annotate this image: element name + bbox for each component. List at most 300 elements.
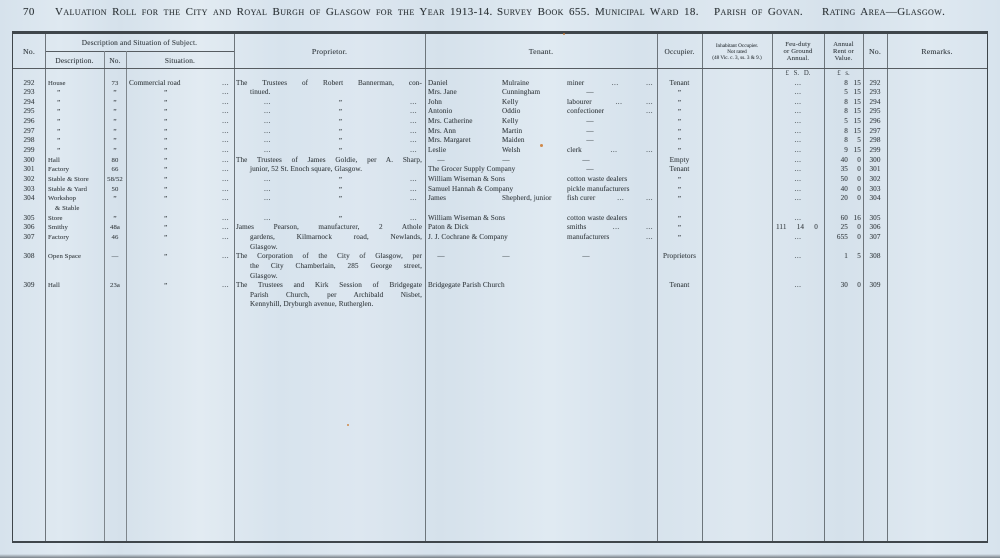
occupation-text: labourer bbox=[567, 97, 592, 106]
header-sub-divider bbox=[45, 51, 234, 52]
rating-area-label: Rating Area—Glasgow. bbox=[822, 6, 946, 18]
cell-annual-rent bbox=[824, 79, 863, 89]
cell-record-no: 301 bbox=[23, 165, 35, 174]
header-no-left: No. bbox=[22, 47, 36, 56]
ditto-mark: ” bbox=[57, 146, 61, 156]
ditto-mark: ” bbox=[677, 232, 682, 242]
cell-proprietor-ditto bbox=[234, 146, 425, 156]
cell-proprietor: tinued. bbox=[250, 88, 271, 97]
ditto-mark: ” bbox=[338, 107, 343, 117]
cell-street-no: 66 bbox=[111, 166, 119, 174]
page-bottom-shadow bbox=[0, 554, 1000, 558]
rent-pounds: 5 bbox=[844, 88, 848, 97]
cell-annual-rent bbox=[824, 175, 863, 185]
dots: ... bbox=[410, 126, 417, 135]
cell-description: Workshop bbox=[48, 195, 77, 203]
document-title: Valuation Roll for the City and Royal Burgh of Glasgow for the Year 1913-14. bbox=[55, 6, 493, 18]
ditto-mark: ” bbox=[338, 175, 343, 184]
cell-record-no-right: 307 bbox=[869, 232, 881, 241]
cell-annual-rent bbox=[824, 88, 863, 98]
cell-description: Smithy bbox=[48, 224, 68, 232]
rent-shillings: 0 bbox=[857, 232, 861, 241]
cell-proprietor-ditto bbox=[234, 136, 425, 146]
cell-street-no: 46 bbox=[111, 233, 119, 241]
cell-annual-rent bbox=[824, 252, 863, 262]
header-situation: Situation. bbox=[164, 55, 196, 65]
situation-dots: ... bbox=[222, 194, 229, 203]
cell-tenant-occupation: — bbox=[586, 136, 594, 145]
cell-feu-duty: ... bbox=[794, 146, 802, 155]
cell-tenant-occupation: — bbox=[582, 155, 590, 164]
ditto-mark: ” bbox=[338, 213, 343, 223]
cell-tenant-forename: — bbox=[437, 155, 445, 164]
cell-tenant-occupation bbox=[567, 223, 655, 233]
rent-pounds: 9 bbox=[844, 146, 848, 155]
dots: ... bbox=[410, 136, 417, 145]
cell-description: Factory bbox=[48, 166, 70, 174]
cell-feu-duty: ... bbox=[794, 117, 802, 126]
page-number: 70 bbox=[23, 6, 35, 18]
dots: ... bbox=[264, 117, 271, 126]
cell-record-no-right: 300 bbox=[869, 155, 881, 164]
header-rent-line3: Value. bbox=[834, 55, 853, 63]
cell-feu-duty: ... bbox=[794, 155, 802, 164]
rent-pounds: 60 bbox=[840, 213, 848, 222]
cell-feu-duty: ... bbox=[794, 126, 802, 135]
header-feu-duty bbox=[772, 34, 824, 69]
cell-record-no: 292 bbox=[23, 78, 35, 87]
ditto-mark: ” bbox=[164, 155, 168, 165]
valuation-table bbox=[12, 31, 988, 543]
cell-feu-duty: ... bbox=[794, 184, 802, 193]
cell-annual-rent bbox=[824, 281, 863, 291]
ditto-mark: ” bbox=[113, 146, 117, 156]
dots: ... bbox=[410, 213, 417, 222]
rent-pounds: 50 bbox=[840, 175, 848, 183]
cell-street-no: 58/52 bbox=[107, 176, 123, 183]
ditto-mark: ” bbox=[164, 232, 168, 242]
rent-shillings: 0 bbox=[857, 175, 861, 183]
cell-tenant-surname: Cunningham bbox=[502, 88, 541, 97]
cell-annual-rent bbox=[824, 214, 863, 224]
header-description-group: Description and Situation of Subject. bbox=[81, 38, 198, 47]
rent-pounds: 8 bbox=[844, 126, 848, 135]
cell-record-no-right: 298 bbox=[869, 136, 881, 145]
header-description: Description. bbox=[55, 55, 94, 65]
cell-record-no: 294 bbox=[23, 97, 35, 106]
cell-proprietor: James Pearson, manufacturer, 2 Athole bbox=[236, 223, 422, 232]
cell-proprietor: gardens, Kilmarnock road, Newlands, bbox=[250, 232, 422, 241]
cell-annual-rent bbox=[824, 146, 863, 156]
dots: ... bbox=[410, 194, 417, 203]
cell-tenant-surname: Kelly bbox=[502, 117, 519, 126]
dots: ... bbox=[264, 107, 271, 116]
column-divider bbox=[45, 34, 46, 68]
rent-shillings: 15 bbox=[853, 88, 861, 97]
cell-tenant-forename: Mrs. Catherine bbox=[428, 117, 473, 126]
cell-tenant-forename: Mrs. Margaret bbox=[428, 136, 471, 145]
column-divider bbox=[126, 51, 127, 68]
cell-description: & Stable bbox=[55, 204, 80, 212]
header-proprietor: Proprietor. bbox=[311, 47, 348, 56]
cell-record-no-right: 305 bbox=[869, 213, 881, 222]
cell-tenant-forename: Mrs. Jane bbox=[428, 88, 457, 97]
cell-feu-duty: ... bbox=[794, 252, 802, 261]
parish-label: Parish of Govan. bbox=[714, 6, 804, 18]
dots: ... bbox=[410, 107, 417, 116]
cell-street-no: 80 bbox=[111, 156, 119, 164]
ditto-mark: ” bbox=[164, 252, 168, 262]
header-inhabitant-line3: (48 Vic. c. 3, ss. 3 & 9.) bbox=[712, 54, 762, 61]
dots: ... bbox=[264, 126, 271, 135]
dots: ... bbox=[646, 223, 653, 232]
situation-dots: ... bbox=[222, 97, 229, 106]
ditto-mark: ” bbox=[338, 117, 343, 127]
cell-tenant-forename: Antonio bbox=[428, 107, 453, 116]
cell-annual-rent bbox=[824, 233, 863, 243]
rent-shillings: 5 bbox=[857, 136, 861, 145]
cell-annual-rent bbox=[824, 156, 863, 166]
ditto-mark: ” bbox=[677, 97, 682, 107]
column-divider bbox=[104, 51, 105, 68]
ditto-mark: ” bbox=[338, 194, 343, 204]
cell-feu-duty bbox=[772, 223, 824, 233]
cell-proprietor: Glasgow. bbox=[250, 242, 278, 251]
cell-description: Stable & Store bbox=[48, 176, 89, 183]
cell-record-no-right: 301 bbox=[869, 165, 881, 174]
rent-pounds: 30 bbox=[840, 281, 848, 290]
cell-proprietor: the City Chamberlain, 285 George street, bbox=[250, 261, 422, 270]
table-header bbox=[13, 34, 987, 69]
cell-street-no: 73 bbox=[111, 79, 119, 87]
cell-record-no-right: 303 bbox=[869, 184, 881, 193]
cell-record-no-right: 296 bbox=[869, 117, 881, 126]
ditto-mark: ” bbox=[164, 165, 168, 175]
cell-proprietor: The Trustees of James Goldie, per A. Sharp, bbox=[236, 155, 422, 164]
rent-shillings: 5 bbox=[857, 252, 861, 261]
rent-shillings: 0 bbox=[857, 165, 861, 174]
cell-record-no: 306 bbox=[23, 223, 35, 232]
occupation-text: clerk bbox=[567, 146, 582, 155]
cell-annual-rent bbox=[824, 223, 863, 233]
ditto-mark: ” bbox=[164, 97, 168, 107]
rent-shillings: 0 bbox=[857, 223, 861, 232]
ditto-mark: ” bbox=[113, 136, 117, 146]
situation-dots: ... bbox=[222, 165, 229, 174]
cell-occupier: Tenant bbox=[669, 78, 690, 87]
rent-money-unit: £ s. bbox=[837, 70, 850, 77]
ditto-mark: ” bbox=[57, 117, 61, 127]
cell-tenant-name: Paton & Dick bbox=[428, 223, 469, 232]
cell-proprietor-ditto bbox=[234, 127, 425, 137]
cell-record-no: 295 bbox=[23, 107, 35, 116]
cell-feu-duty: ... bbox=[794, 165, 802, 174]
situation-dots: ... bbox=[222, 252, 229, 261]
ditto-mark: ” bbox=[677, 88, 682, 98]
cell-description: Factory bbox=[48, 233, 70, 241]
cell-tenant-surname: — bbox=[502, 155, 510, 164]
cell-tenant-surname: Kelly bbox=[502, 97, 519, 106]
cell-proprietor: The Corporation of the City of Glasgow, per bbox=[236, 252, 422, 261]
cell-feu-duty: ... bbox=[794, 232, 802, 241]
cell-tenant-occupation: — bbox=[586, 88, 594, 97]
cell-annual-rent bbox=[824, 107, 863, 117]
ditto-mark: ” bbox=[113, 107, 117, 117]
cell-proprietor-ditto bbox=[234, 98, 425, 108]
dots: ... bbox=[617, 194, 625, 203]
ditto-mark: ” bbox=[338, 97, 343, 107]
cell-tenant-occupation: cotton waste dealers bbox=[567, 213, 628, 222]
header-rent-line1: Annual bbox=[833, 40, 854, 48]
header-inhabitant-occupier bbox=[702, 34, 772, 69]
cell-annual-rent bbox=[824, 194, 863, 204]
cell-feu-duty: ... bbox=[794, 107, 802, 116]
column-divider bbox=[887, 34, 888, 68]
header-feu-line2: or Ground bbox=[783, 47, 813, 55]
cell-record-no: 297 bbox=[23, 126, 35, 135]
cell-situation: Commercial road bbox=[129, 78, 181, 87]
cell-tenant-surname: Maiden bbox=[502, 136, 525, 145]
page-header bbox=[0, 6, 1000, 22]
cell-proprietor-ditto bbox=[234, 214, 425, 224]
situation-dots: ... bbox=[222, 184, 229, 193]
ditto-mark: ” bbox=[677, 194, 682, 204]
ditto-mark: ” bbox=[677, 223, 682, 233]
scan-speck bbox=[563, 33, 565, 35]
cell-tenant-forename: Daniel bbox=[428, 78, 448, 87]
header-occupier: Occupier. bbox=[664, 47, 695, 56]
occupation-text: smiths bbox=[567, 223, 587, 232]
ditto-mark: ” bbox=[113, 97, 117, 107]
dots: ... bbox=[264, 194, 271, 203]
cell-record-no: 308 bbox=[23, 252, 35, 261]
column-divider bbox=[234, 34, 235, 68]
ditto-mark: ” bbox=[677, 107, 682, 117]
cell-tenant-surname: Shepherd, junior bbox=[502, 194, 552, 203]
cell-feu-duty: ... bbox=[794, 175, 802, 183]
rent-shillings: 0 bbox=[857, 155, 861, 164]
feu-amount-part: 14 bbox=[796, 223, 805, 232]
ditto-mark: ” bbox=[164, 117, 168, 127]
cell-feu-duty: ... bbox=[794, 88, 802, 97]
ditto-mark: ” bbox=[677, 136, 682, 146]
cell-proprietor: The Trustees of Robert Bannerman, con- bbox=[236, 78, 422, 87]
cell-annual-rent bbox=[824, 127, 863, 137]
cell-record-no-right: 293 bbox=[869, 88, 881, 97]
rent-shillings: 0 bbox=[857, 194, 861, 203]
cell-tenant-name: J. J. Cochrane & Company bbox=[428, 232, 508, 241]
cell-record-no-right: 299 bbox=[869, 146, 881, 155]
ditto-mark: ” bbox=[677, 117, 682, 127]
ditto-mark: ” bbox=[57, 97, 61, 107]
cell-feu-duty: ... bbox=[794, 194, 802, 203]
cell-record-no-right: 309 bbox=[869, 281, 881, 290]
ditto-mark: ” bbox=[164, 184, 168, 194]
cell-street-no: — bbox=[111, 253, 119, 261]
cell-record-no: 307 bbox=[23, 232, 35, 241]
rent-pounds: 8 bbox=[844, 107, 848, 116]
situation-dots: ... bbox=[222, 232, 229, 241]
rent-pounds: 8 bbox=[844, 78, 848, 87]
ditto-mark: ” bbox=[164, 136, 168, 146]
dots: ... bbox=[610, 146, 618, 155]
ditto-mark: ” bbox=[164, 107, 168, 117]
cell-feu-duty: ... bbox=[794, 97, 802, 106]
cell-tenant-occupation bbox=[567, 79, 655, 89]
cell-tenant-forename: James bbox=[428, 194, 447, 203]
situation-dots: ... bbox=[222, 155, 229, 164]
ditto-mark: ” bbox=[113, 88, 117, 98]
situation-dots: ... bbox=[222, 88, 229, 97]
cell-tenant-occupation: pickle manufacturers bbox=[567, 184, 630, 193]
header-tenant: Tenant. bbox=[528, 47, 554, 56]
cell-record-no: 304 bbox=[23, 194, 35, 203]
ditto-mark: ” bbox=[113, 194, 117, 204]
dots: ... bbox=[410, 146, 417, 155]
cell-proprietor-ditto bbox=[234, 185, 425, 195]
cell-description: Open Space bbox=[48, 253, 82, 261]
dots: ... bbox=[646, 194, 653, 203]
cell-occupier: Tenant bbox=[669, 281, 690, 290]
cell-feu-duty: ... bbox=[794, 281, 802, 290]
ditto-mark: ” bbox=[677, 213, 682, 223]
cell-tenant-occupation: — bbox=[586, 117, 594, 126]
ditto-mark: ” bbox=[338, 136, 343, 146]
cell-tenant-surname: Mulraine bbox=[502, 78, 530, 87]
cell-record-no-right: 304 bbox=[869, 194, 881, 203]
cell-tenant-forename: Mrs. Ann bbox=[428, 126, 456, 135]
ditto-mark: ” bbox=[677, 175, 682, 184]
dots: ... bbox=[264, 136, 271, 145]
rent-shillings: 0 bbox=[857, 184, 861, 193]
header-no-right: No. bbox=[868, 47, 882, 56]
dots: ... bbox=[646, 107, 653, 116]
cell-tenant-occupation: — bbox=[586, 126, 594, 135]
cell-description: Hall bbox=[48, 282, 60, 290]
cell-tenant-forename: Leslie bbox=[428, 146, 447, 155]
cell-record-no-right: 292 bbox=[869, 78, 881, 87]
header-annual-rent bbox=[824, 34, 863, 69]
ditto-mark: ” bbox=[677, 146, 682, 156]
cell-proprietor-ditto bbox=[234, 117, 425, 127]
dots: ... bbox=[410, 175, 417, 183]
rent-shillings: 15 bbox=[853, 97, 861, 106]
municipal-ward-label: Municipal Ward 18. bbox=[595, 6, 699, 18]
ditto-mark: ” bbox=[338, 184, 343, 194]
scan-speck bbox=[540, 144, 543, 147]
situation-dots: ... bbox=[222, 281, 229, 290]
cell-tenant-forename: John bbox=[428, 97, 442, 106]
dots: ... bbox=[646, 97, 653, 106]
cell-tenant-name: Bridgegate Parish Church bbox=[428, 281, 505, 290]
cell-tenant-surname: Martin bbox=[502, 126, 523, 135]
cell-description: Stable & Yard bbox=[48, 185, 88, 193]
survey-book-label: Survey Book 655. bbox=[497, 6, 590, 18]
dots: ... bbox=[410, 97, 417, 106]
ditto-mark: ” bbox=[57, 136, 61, 146]
rent-shillings: 15 bbox=[853, 126, 861, 135]
situation-dots: ... bbox=[222, 78, 229, 87]
rent-pounds: 8 bbox=[844, 97, 848, 106]
cell-record-no: 293 bbox=[23, 88, 35, 97]
cell-occupier: Proprietors bbox=[662, 252, 697, 261]
situation-dots: ... bbox=[222, 117, 229, 126]
rent-pounds: 8 bbox=[844, 136, 848, 145]
rent-shillings: 15 bbox=[853, 78, 861, 87]
cell-occupier: Tenant bbox=[669, 165, 690, 174]
cell-tenant-occupation bbox=[567, 233, 655, 243]
column-divider bbox=[824, 34, 825, 68]
cell-proprietor: Kennyhill, Dryburgh avenue, Rutherglen. bbox=[250, 300, 374, 309]
ditto-mark: ” bbox=[164, 88, 168, 98]
dots: ... bbox=[264, 175, 271, 183]
ditto-mark: ” bbox=[113, 126, 117, 136]
situation-dots: ... bbox=[222, 213, 229, 222]
cell-description: House bbox=[48, 79, 66, 87]
cell-occupier: Empty bbox=[669, 155, 690, 164]
ditto-mark: ” bbox=[57, 107, 61, 117]
header-inhabitant-line1: Inhabitant Occupier. bbox=[715, 42, 759, 49]
cell-tenant-occupation: — bbox=[586, 165, 594, 174]
cell-feu-duty: ... bbox=[794, 136, 802, 145]
cell-record-no-right: 295 bbox=[869, 107, 881, 116]
ditto-mark: ” bbox=[677, 126, 682, 136]
column-divider bbox=[657, 34, 658, 68]
cell-street-no: 50 bbox=[111, 185, 119, 193]
ditto-mark: ” bbox=[164, 146, 168, 156]
rent-shillings: 0 bbox=[857, 281, 861, 290]
table-body bbox=[13, 69, 987, 541]
rent-shillings: 15 bbox=[853, 107, 861, 116]
column-divider bbox=[702, 34, 703, 68]
occupation-text: fish curer bbox=[567, 194, 596, 203]
dots: ... bbox=[264, 213, 271, 222]
situation-dots: ... bbox=[222, 146, 229, 155]
dots: ... bbox=[410, 184, 417, 193]
cell-record-no: 299 bbox=[23, 146, 35, 155]
feu-amount-part: 0 bbox=[814, 223, 818, 232]
cell-tenant-occupation bbox=[567, 194, 655, 204]
cell-tenant-name: William Wiseman & Sons bbox=[428, 213, 506, 222]
dots: ... bbox=[611, 78, 619, 87]
cell-feu-duty: ... bbox=[794, 78, 802, 87]
ditto-mark: ” bbox=[57, 126, 61, 136]
ditto-mark: ” bbox=[164, 281, 168, 291]
situation-dots: ... bbox=[222, 107, 229, 116]
dots: ... bbox=[646, 146, 653, 155]
cell-tenant-forename: — bbox=[437, 252, 445, 261]
ditto-mark: ” bbox=[164, 194, 168, 204]
cell-proprietor-ditto bbox=[234, 107, 425, 117]
cell-tenant-surname: Oddio bbox=[502, 107, 521, 116]
situation-dots: ... bbox=[222, 175, 229, 183]
header-street-no: No. bbox=[109, 55, 121, 65]
ditto-mark: ” bbox=[677, 184, 682, 194]
dots: ... bbox=[264, 97, 271, 106]
cell-tenant-occupation: — bbox=[582, 252, 590, 261]
dots: ... bbox=[264, 146, 271, 155]
header-rent-line2: Rent or bbox=[833, 47, 854, 55]
scan-speck bbox=[347, 424, 349, 426]
cell-tenant-occupation bbox=[567, 146, 655, 156]
dots: ... bbox=[615, 97, 623, 106]
dots: ... bbox=[264, 184, 271, 193]
cell-record-no: 300 bbox=[23, 155, 35, 164]
cell-record-no: 302 bbox=[23, 175, 35, 183]
dots: ... bbox=[646, 232, 653, 241]
rent-shillings: 16 bbox=[853, 213, 861, 222]
column-divider bbox=[702, 69, 703, 541]
